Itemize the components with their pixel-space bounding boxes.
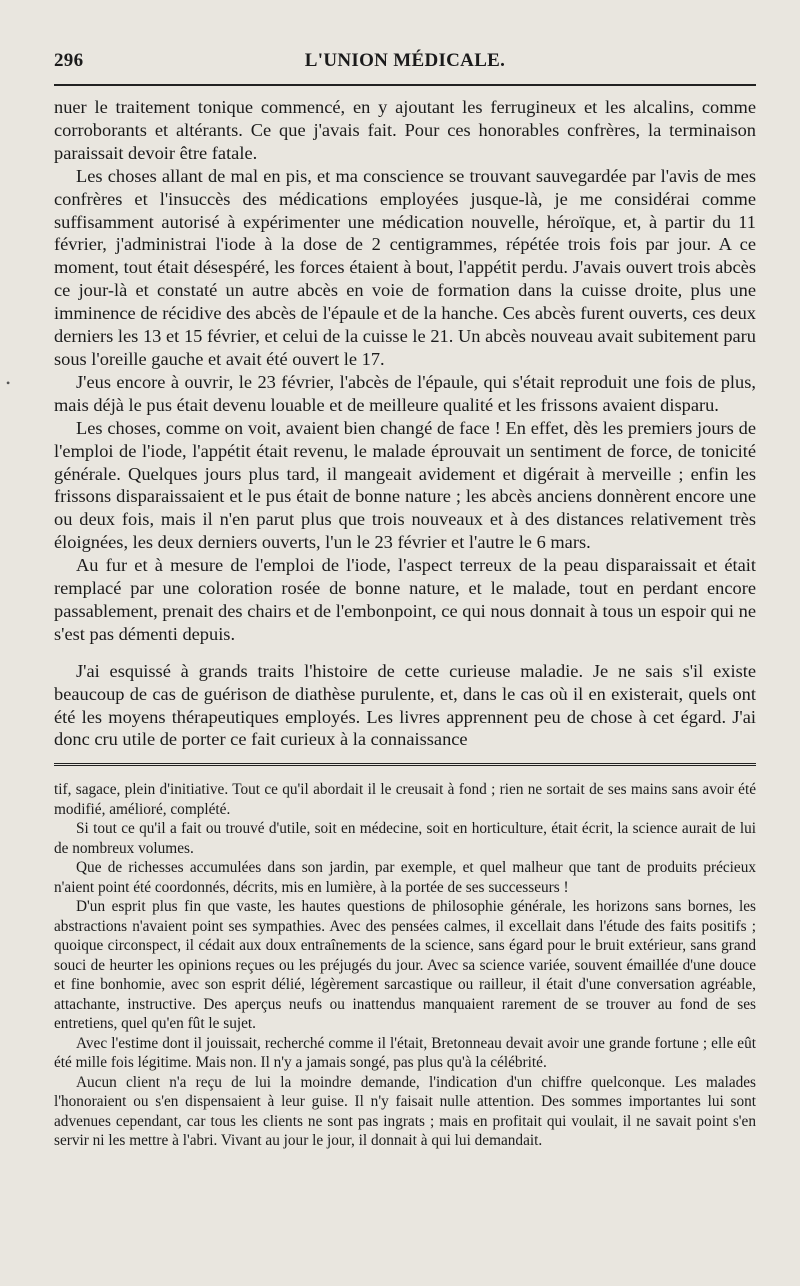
margin-mark: • (6, 376, 11, 390)
footnote-paragraph: Que de richesses accumulées dans son jardin, par exemple, et quel malheur que tant de produits précieux n'aient point été coordonnés, décrits, mis en lumière, à la portée de ses successeurs ! (54, 859, 756, 896)
footnote-separator (54, 763, 756, 768)
main-paragraph: nuer le traitement tonique commencé, en y ajoutant les ferrugineux et les alcalins, comme corroborants et altérants. Ce que j'avais fait. Pour ces honorables confrères, la terminaison paraissait devoir être fatale. (54, 97, 756, 163)
footnote-paragraph: Avec l'estime dont il jouissait, recherché comme il l'était, Bretonneau devait avoir une grande fortune ; elle eût été mille fois légitime. Mais non. Il n'y a jamais songé, pas plus qu'à la célébrité. (54, 1034, 756, 1072)
footnote-paragraph: Aucun client n'a reçu de lui la moindre demande, l'indication d'un chiffre quelconque. Les malades l'honoraient ou s'en dispensaient à leur guise. Il n'y faisait nulle attention. Des sommes importantes lui sont advenues cependant, car tous les clients ne sont pas ingrats ; mais en profitait qui voulait, il ne savait point s'en servir ni les mettre à l'abri. Vivant au jour le jour, il donnait à qui lui demandait. (54, 1073, 756, 1150)
main-paragraph: Les choses, comme on voit, avaient bien changé de face ! En effet, dès les premiers jours de l'emploi de l'iode, l'appétit était revenu, le malade éprouvait un sentiment de force, de tonicité générale. Quelques jours plus tard, il mangeait avidement et digérait à merveille ; enfin les frissons disparaissaient et le pus était de bonne nature ; les abcès anciens donnèrent encore une ou deux fois, mais il n'en parut plus que trois nouveaux et à des distances relativement très éloignées, les deux derniers ouverts, l'un le 23 février et l'autre le 6 mars. (54, 417, 756, 553)
main-paragraph: J'eus encore à ouvrir, le 23 février, l'abcès de l'épaule, qui s'était reproduit une fois de plus, mais déjà le pus était devenu louable et de meilleure qualité et les frissons avaient disparu. (54, 371, 756, 415)
running-title: L'UNION MÉDICALE. (304, 50, 506, 71)
main-paragraph: Au fur et à mesure de l'emploi de l'iode, l'aspect terreux de la peau disparaissait et était remplacé par une coloration rosée de bonne nature, et le malade, tout en perdant encore passablement, prenait des chairs et de l'embonpoint, ce qui nous donnait à tous un espoir qui ne s'est pas démenti depuis. (54, 555, 756, 644)
page-number: 296 (54, 50, 84, 71)
main-text (54, 96, 756, 751)
footnote-paragraph: D'un esprit plus fin que vaste, les hautes questions de philosophie générale, les horizons sans bornes, les abstractions n'avaient point ses sympathies. Avec des pensées calmes, il excellait dans l'étude des faits positifs ; quoique circonspect, il cédait aux doux entraînements de la science, sans égard pour le bruit extérieur, sans grand souci de heurter les opinions reçues ou les préjugés du jour. Avec sa science variée, souvent émaillée d'une douce et fine bonhomie, avec son esprit délié, légèrement sarcastique ou railleur, il était d'une conversation agréable, attachante, instructive. Des aperçus neufs ou inattendus manquaient rarement de se trouver au fond de ses entretiens, quel qu'en fût le sujet. (54, 898, 756, 1033)
footnote-paragraph: tif, sagace, plein d'initiative. Tout ce qu'il abordait il le creusait à fond ; rien ne sortait de ses mains sans avoir été modifié, amélioré, complété. (54, 781, 756, 818)
footnote-paragraph: Si tout ce qu'il a fait ou trouvé d'utile, soit en médecine, soit en horticulture, était écrit, la science aurait de lui de nombreux volumes. (54, 820, 756, 857)
main-paragraph: J'ai esquissé à grands traits l'histoire de cette curieuse maladie. Je ne sais s'il existe beaucoup de cas de guérison de diathèse purulente, et, dans le cas où il en existerait, quels ont été les moyens thérapeutiques employés. Les livres apprennent peu de chose à cet égard. J'ai donc cru utile de porter ce fait curieux à la connaissance (54, 660, 756, 750)
page-header (54, 46, 756, 78)
footnote-text (54, 780, 756, 1151)
header-rule (54, 84, 756, 86)
main-paragraph: Les choses allant de mal en pis, et ma conscience se trouvant sauvegardée par l'avis de mes confrères et l'insuccès des médications employées jusque-là, je me considérai comme suffisamment autorisé à expérimenter une médication nouvelle, héroïque, et, à partir du 11 février, j'administrai l'iode à la dose de 2 centigrammes, répétée trois fois par jour. A ce moment, tout était désespéré, les forces étaient à bout, l'appétit perdu. J'avais ouvert trois abcès ce jour-là et constaté un autre abcès en voie de formation dans la cuisse droite, plus une imminence de récidive des abcès de l'épaule et de la hanche. Ces abcès furent ouverts, ces deux derniers les 13 et 15 février, et celui de la cuisse le 21. Un abcès nouveau avait subitement paru sous l'oreille gauche et avait été ouvert le 17. (54, 165, 756, 369)
